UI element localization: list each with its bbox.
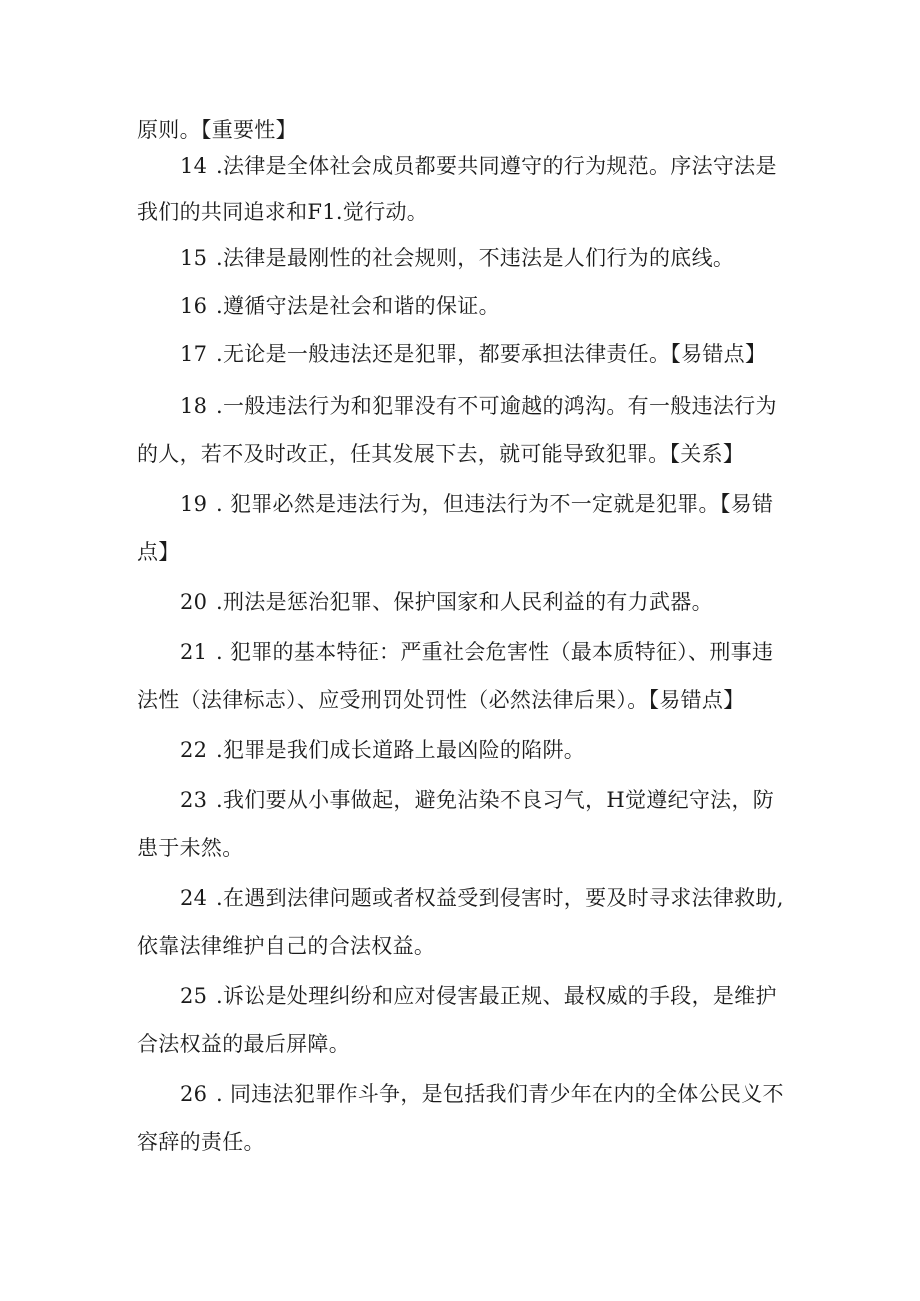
item-text: .无论是一般违法还是犯罪，都要承担法律责任。【易错点】 xyxy=(216,342,767,366)
line-text: 容辞的责任。 xyxy=(137,1130,265,1154)
item-number: 16 xyxy=(180,294,208,318)
item-text: .我们要从小事做起，避免沾染不良习气，H觉遵纪守法，防 xyxy=(216,788,775,812)
list-item-17 xyxy=(180,340,766,368)
item-number: 21 xyxy=(180,640,208,664)
item-number: 25 xyxy=(180,984,208,1008)
text-line xyxy=(137,440,744,468)
item-text: .法律是全体社会成员都要共同遵守的行为规范。序法守法是 xyxy=(216,154,777,178)
list-item-24 xyxy=(180,884,784,912)
text-line xyxy=(137,932,435,960)
line-text: 原则。【重要性】 xyxy=(137,118,297,142)
line-text: 合法权益的最后屏障。 xyxy=(137,1032,350,1056)
item-text: . 同违法犯罪作斗争，是包括我们青少年在内的全体公民义不 xyxy=(216,1082,784,1106)
line-text: 患于未然。 xyxy=(137,836,244,860)
item-number: 17 xyxy=(180,342,208,366)
list-item-18 xyxy=(180,392,777,420)
item-text: . 犯罪必然是违法行为，但违法行为不一定就是犯罪。【易错 xyxy=(216,492,774,516)
list-item-16 xyxy=(180,292,500,320)
text-line xyxy=(137,198,428,226)
line-text: 的人，若不及时改正，任其发展下去，就可能导致犯罪。【关系】 xyxy=(137,442,745,466)
text-line xyxy=(137,116,297,144)
list-item-14 xyxy=(180,152,777,180)
text-line xyxy=(137,1030,350,1058)
list-item-19 xyxy=(180,490,773,518)
text-line xyxy=(137,1128,265,1156)
item-text: .法律是最刚性的社会规则，不违法是人们行为的底线。 xyxy=(216,246,735,270)
list-item-15 xyxy=(180,244,734,272)
item-number: 26 xyxy=(180,1082,208,1106)
item-text: .遵循守法是社会和谐的保证。 xyxy=(216,294,500,318)
item-text: .诉讼是处理纠纷和应对侵害最正规、最权威的手段，是维护 xyxy=(216,984,777,1008)
item-number: 23 xyxy=(180,788,208,812)
line-text: 依靠法律维护自己的合法权益。 xyxy=(137,934,436,958)
item-number: 15 xyxy=(180,246,208,270)
text-line xyxy=(137,538,180,566)
item-text: .犯罪是我们成长道路上最凶险的陷阱。 xyxy=(216,738,586,762)
list-item-22 xyxy=(180,736,585,764)
item-number: 20 xyxy=(180,590,208,614)
item-number: 18 xyxy=(180,394,208,418)
text-line xyxy=(137,686,745,714)
item-text: .在遇到法律问题或者权益受到侵害时，要及时寻求法律救助, xyxy=(216,886,784,910)
line-text: 点】 xyxy=(137,540,180,564)
item-number: 24 xyxy=(180,886,208,910)
item-text: .刑法是惩治犯罪、保护国家和人民利益的有力武器。 xyxy=(216,590,713,614)
list-item-26 xyxy=(180,1080,784,1108)
item-text: .一般违法行为和犯罪没有不可逾越的鸿沟。有一般违法行为 xyxy=(216,394,777,418)
list-item-21 xyxy=(180,638,773,666)
list-item-20 xyxy=(180,588,713,616)
list-item-23 xyxy=(180,786,774,814)
item-number: 22 xyxy=(180,738,208,762)
line-text: 我们的共同追求和F1.觉行动。 xyxy=(137,200,429,224)
list-item-25 xyxy=(180,982,777,1010)
item-number: 19 xyxy=(180,492,208,516)
text-line xyxy=(137,834,244,862)
item-text: . 犯罪的基本特征：严重社会危害性（最本质特征）、刑事违 xyxy=(216,640,774,664)
item-number: 14 xyxy=(180,154,208,178)
line-text: 法性（法律标志）、应受刑罚处罚性（必然法律后果）。【易错点】 xyxy=(137,688,745,712)
